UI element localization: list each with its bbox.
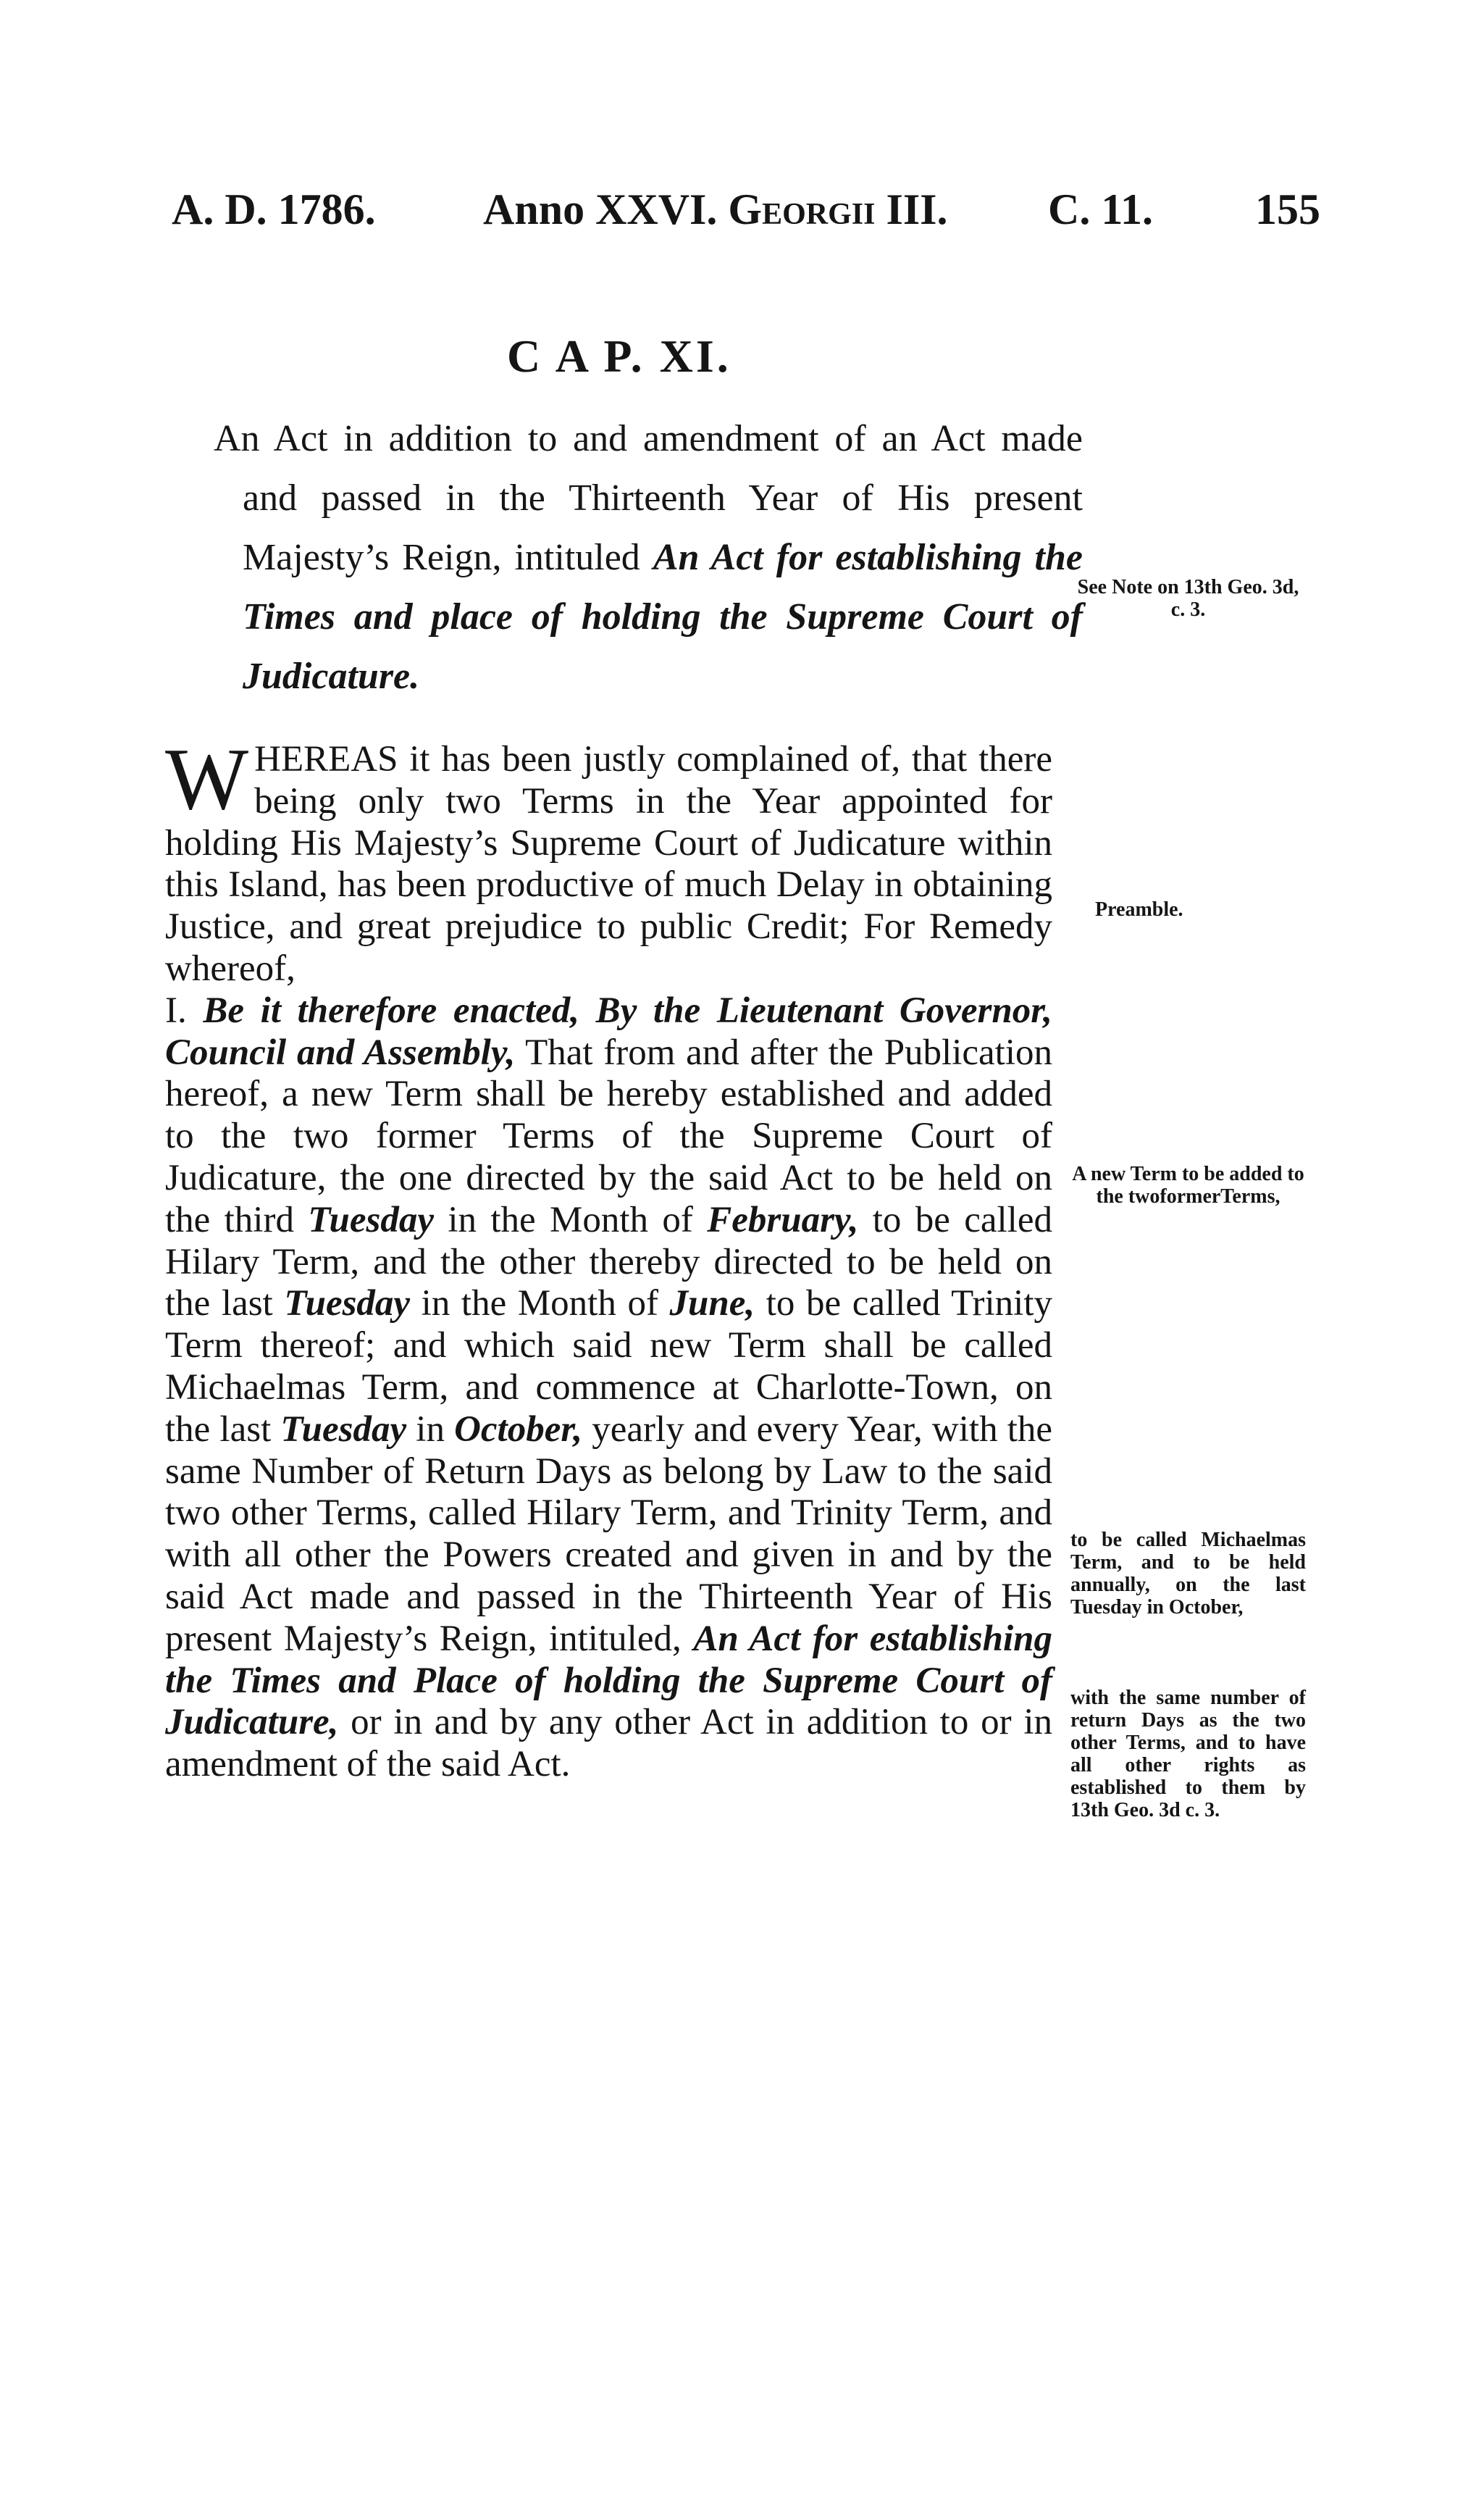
section-text-italic: Tuesday bbox=[284, 1283, 411, 1324]
header-chapter: C. 11. bbox=[1048, 185, 1154, 233]
section-number: I. bbox=[165, 990, 187, 1031]
section-text-italic: Tuesday bbox=[308, 1199, 435, 1240]
section-text: yearly and every Year, with the same Number of Return Days as belong by Law to the said two other Terms, called Hilary Term, and Trinity Term, and with all other the Powers created and given in and by the said Act made and passed in the Thirteenth Year of His present Majesty’s Reign, intituled, bbox=[165, 1408, 1052, 1659]
preamble-text: HEREAS it has been justly complained of, that there being only two Terms in the Year appointed for holding His Majesty’s Supreme Court of Judicature within this Island, has been productive of much Delay in obtaining Justice, and great prejudice to public Credit; For Remedy whereof, bbox=[165, 739, 1052, 989]
section-text: in bbox=[406, 1408, 455, 1450]
header-year: A. D. 1786. bbox=[172, 185, 376, 233]
margin-note-same-number: with the same number of return Days as the two other Terms, and to have all other rights as established to them by 13th Geo. 3d c. 3. bbox=[1070, 1687, 1306, 1821]
enacting-clause: Be it therefore enacted, By the Lieutenant Governor, Council and Assembly, bbox=[165, 990, 1053, 1073]
running-header bbox=[172, 185, 1320, 239]
act-title-plain: An Act in addition to and amendment of an Act made and passed in the Thirteenth Year of His present Majesty’s Reign, intituled bbox=[214, 418, 1083, 578]
page-number: 155 bbox=[1255, 185, 1320, 233]
header-regnal-year bbox=[483, 185, 948, 235]
drop-cap: W bbox=[165, 730, 249, 828]
act-title-italic: An Act for establishing the Times and place of holding the Supreme Court of Judicature. bbox=[243, 537, 1083, 697]
section-text-italic: February, bbox=[707, 1199, 859, 1240]
margin-note-preamble: Preamble. bbox=[1095, 898, 1183, 921]
header-regnal-prefix: Anno XXVI. bbox=[483, 185, 718, 233]
section-text: or in and by any other Act in addition to or in amendment of the said Act. bbox=[165, 1702, 1052, 1785]
section-text: to be called Hilary Term, and the other thereby directed to be held on the last bbox=[165, 1199, 1052, 1324]
section-text: in the Month of bbox=[410, 1283, 670, 1324]
section-text-italic: June, bbox=[669, 1283, 755, 1324]
chapter-heading: C A P. XI. bbox=[507, 330, 731, 382]
section-1-paragraph bbox=[165, 990, 1052, 1786]
section-text: That from and after the Publication hereof, a new Term shall be hereby established and added to the two former Terms of the Supreme Court of Judicature, the one directed by the said Act to be held on the third bbox=[165, 1032, 1053, 1240]
header-regnal-king: Georgii bbox=[728, 185, 876, 233]
act-body bbox=[165, 730, 1053, 1786]
margin-note-see-note: See Note on 13th Geo. 3d, c. 3. bbox=[1077, 576, 1299, 621]
margin-note-new-term: A new Term to be added to the twoformerTerms, bbox=[1072, 1163, 1304, 1208]
section-text: in the Month of bbox=[434, 1199, 708, 1240]
header-regnal-number: III. bbox=[886, 185, 948, 233]
section-text-italic: Tuesday bbox=[280, 1408, 407, 1450]
cited-act-title: An Act for establishing the Times and Place of holding the Supreme Court of Judicature, bbox=[165, 1618, 1052, 1743]
section-text-italic: October, bbox=[454, 1408, 583, 1450]
act-title bbox=[214, 409, 1083, 706]
section-text: to be called Trinity Term thereof; and which said new Term shall be called Michaelmas Term, and commence at Charlotte-Town, on the last bbox=[165, 1283, 1052, 1450]
margin-note-michaelmas: to be called Michaelmas Term, and to be held annually, on the last Tuesday in October, bbox=[1070, 1529, 1306, 1619]
preamble-paragraph bbox=[165, 730, 1052, 990]
